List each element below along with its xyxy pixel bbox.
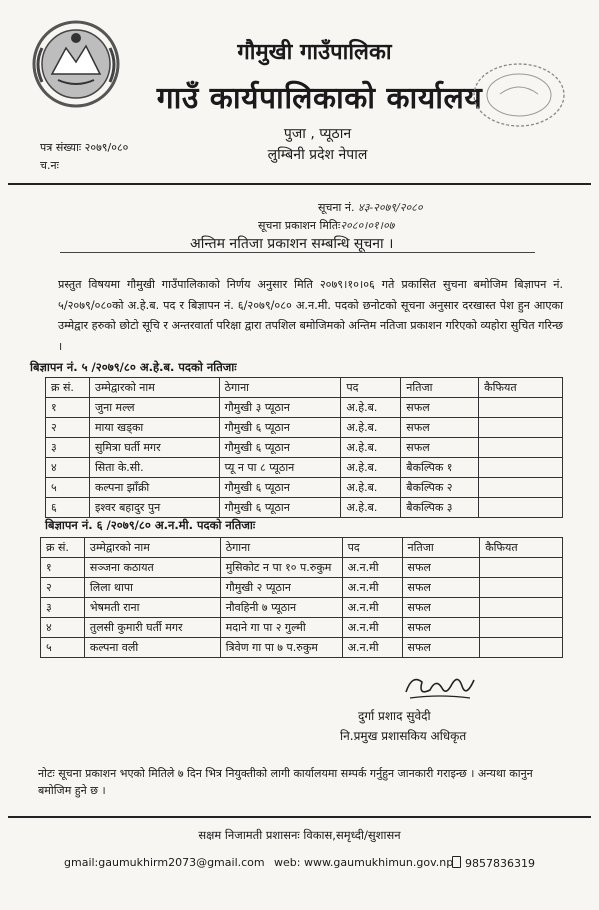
cell: अ.हे.ब. bbox=[341, 398, 401, 418]
notice-date-label: सूचना प्रकाशन मितिः bbox=[258, 219, 341, 232]
notice-date bbox=[258, 218, 394, 233]
cell: भेषमती राना bbox=[84, 598, 220, 618]
col-header: उम्मेद्वारको नाम bbox=[84, 538, 220, 558]
cell bbox=[479, 498, 563, 518]
table-row bbox=[41, 598, 563, 618]
cell: अ.न.मी bbox=[342, 638, 402, 658]
cell: गौमुखी ६ प्यूठान bbox=[219, 478, 341, 498]
col-header: कैफियत bbox=[479, 378, 563, 398]
cell: सफल bbox=[402, 618, 480, 638]
cell: सफल bbox=[402, 638, 480, 658]
cell: अ.हे.ब. bbox=[341, 438, 401, 458]
cell: अ.हे.ब. bbox=[341, 418, 401, 438]
table-1-title: बिज्ञापन नं. ५ /२०७९/८० अ.हे.ब. पदको नतिजाः bbox=[30, 360, 237, 374]
cell: गौमुखी ६ प्यूठान bbox=[219, 418, 341, 438]
cell: ३ bbox=[46, 438, 90, 458]
notice-number-value: ४३-२०७९/२०८० bbox=[357, 201, 423, 214]
col-header: ठेगाना bbox=[220, 538, 342, 558]
address-line-2: लुम्बिनी प्रदेश नेपाल bbox=[267, 147, 368, 163]
cell bbox=[479, 458, 563, 478]
cell: लिला थापा bbox=[84, 578, 220, 598]
cell: अ.न.मी bbox=[342, 578, 402, 598]
col-header: उम्मेद्वारको नाम bbox=[89, 378, 219, 398]
cell: सफल bbox=[401, 418, 479, 438]
cell: सफल bbox=[402, 578, 480, 598]
footer-phone bbox=[452, 856, 535, 870]
cell: सफल bbox=[402, 558, 480, 578]
signature-icon bbox=[400, 668, 480, 704]
cell bbox=[479, 478, 563, 498]
col-header: नतिजा bbox=[402, 538, 480, 558]
table-2-title: बिज्ञापन नं. ६ /२०७९/८० अ.न.मी. पदको नतिजाः bbox=[45, 518, 256, 532]
cell bbox=[480, 578, 563, 598]
cell: २ bbox=[41, 578, 85, 598]
cell: ५ bbox=[41, 638, 85, 658]
cell bbox=[479, 418, 563, 438]
footer-divider bbox=[8, 816, 591, 818]
cell: मदाने गा पा २ गुल्मी bbox=[220, 618, 342, 638]
cell: ६ bbox=[46, 498, 90, 518]
footer-email: gmail:gaumukhirm2073@gmail.com bbox=[64, 856, 265, 869]
cell: १ bbox=[46, 398, 90, 418]
office-title: गाउँ कार्यपालिकाको कार्यालय bbox=[156, 81, 483, 116]
cell: सफल bbox=[401, 398, 479, 418]
results-table-2 bbox=[40, 537, 563, 658]
table-row bbox=[46, 418, 563, 438]
reference-number: पत्र संख्याः २०७९/०८० bbox=[40, 141, 129, 154]
cell: अ.न.मी bbox=[342, 598, 402, 618]
cell: सिता के.सी. bbox=[89, 458, 219, 478]
col-header: कैफियत bbox=[480, 538, 563, 558]
dispatch-number: च.नः bbox=[40, 159, 59, 172]
cell: सञ्जना कठायत bbox=[84, 558, 220, 578]
col-header: पद bbox=[342, 538, 402, 558]
footer-motto: सक्षम निजामती प्रशासनः विकास,समृध्दी/सुशासन bbox=[198, 828, 401, 842]
cell: २ bbox=[46, 418, 90, 438]
table-header-row bbox=[46, 378, 563, 398]
cell: अ.हे.ब. bbox=[341, 458, 401, 478]
notice-date-value: २०८०।०१।०७ bbox=[340, 219, 395, 232]
cell: ५ bbox=[46, 478, 90, 498]
cell: माया खड्का bbox=[89, 418, 219, 438]
cell: ४ bbox=[46, 458, 90, 478]
cell bbox=[480, 638, 563, 658]
notice-number bbox=[318, 200, 423, 215]
cell bbox=[480, 618, 563, 638]
cell: अ.न.मी bbox=[342, 558, 402, 578]
cell: सफल bbox=[402, 598, 480, 618]
cell: मुसिकोट न पा १० प.रुकुम bbox=[220, 558, 342, 578]
table-row bbox=[41, 618, 563, 638]
table-row bbox=[46, 498, 563, 518]
table-header-row bbox=[41, 538, 563, 558]
table-row bbox=[46, 458, 563, 478]
office-name: गौमुखी गाउँपालिका bbox=[237, 40, 392, 65]
header-divider bbox=[8, 183, 591, 185]
cell: गौमुखी २ प्यूठान bbox=[220, 578, 342, 598]
cell: अ.न.मी bbox=[342, 618, 402, 638]
cell bbox=[479, 438, 563, 458]
results-table-1 bbox=[45, 377, 563, 518]
cell: सुमित्रा घर्ती मगर bbox=[89, 438, 219, 458]
cell: गौमुखी ६ प्यूठान bbox=[219, 498, 341, 518]
footer-phone-number: 9857836319 bbox=[465, 857, 535, 870]
table-row bbox=[46, 438, 563, 458]
table-row bbox=[41, 578, 563, 598]
cell: त्रिवेण गा पा ७ प.रुकुम bbox=[220, 638, 342, 658]
notice-body bbox=[30, 275, 563, 378]
cell: इश्वर बहादुर पुन bbox=[89, 498, 219, 518]
table-row bbox=[41, 638, 563, 658]
cell: बैकल्पिक १ bbox=[401, 458, 479, 478]
col-header: पद bbox=[341, 378, 401, 398]
cell: १ bbox=[41, 558, 85, 578]
cell: ३ bbox=[41, 598, 85, 618]
cell: ४ bbox=[41, 618, 85, 638]
subject-underline bbox=[60, 252, 535, 253]
col-header: क्र सं. bbox=[41, 538, 85, 558]
cell: गौमुखी ३ प्यूठान bbox=[219, 398, 341, 418]
notice-number-label: सूचना नं. bbox=[318, 201, 355, 214]
cell: तुलसी कुमारी घर्ती मगर bbox=[84, 618, 220, 638]
cell: कल्पना वली bbox=[84, 638, 220, 658]
notice-subject: अन्तिम नतिजा प्रकाशन सम्बन्धि सूचना । bbox=[190, 236, 394, 252]
phone-icon bbox=[452, 856, 461, 868]
cell bbox=[480, 558, 563, 578]
cell: कल्पना झाँक्री bbox=[89, 478, 219, 498]
col-header: नतिजा bbox=[401, 378, 479, 398]
signatory-name: दुर्गा प्रशाद सुवेदी bbox=[358, 709, 431, 723]
office-stamp-icon bbox=[470, 60, 568, 130]
cell: अ.हे.ब. bbox=[341, 498, 401, 518]
col-header: क्र सं. bbox=[46, 378, 90, 398]
footnote: नोटः सूचना प्रकाशन भएको मितिले ७ दिन भित्र नियुक्तीको लागी कार्यालयमा सम्पर्क गर्नुहुन जानकारी गराइन्छ । अन्यथा कानुन बमोजिम हुने छ । bbox=[38, 767, 533, 797]
cell: नौवहिनी ७ प्यूठान bbox=[220, 598, 342, 618]
table-row bbox=[46, 398, 563, 418]
notice-body-text: प्रस्तुत विषयमा गौमुखी गाउँपालिकाको निर्णय अनुसार मिति २०७९।१०।०६ गते प्रकासित सुचना बमोजिम बिज्ञापन नं. ५/२०७९/०८०को अ.हे.ब. पद र बिज्ञापन नं. ६/२०७९/०८० अ.न.मी. पदको छनोटको सूचना अनुसार दरखास्त पेश हुन आएका उम्मेद्वार हरुको छोटो सूचि र अन्तरवार्ता परिक्षा द्वारा तपशिल बमोजिमको अन्तिम नतिजा प्रकाशन गरिएको व्यहोरा सुचित गरिन्छ । bbox=[58, 278, 563, 353]
cell: अ.हे.ब. bbox=[341, 478, 401, 498]
table-row bbox=[46, 478, 563, 498]
table-row bbox=[41, 558, 563, 578]
cell bbox=[480, 598, 563, 618]
col-header: ठेगाना bbox=[219, 378, 341, 398]
cell: जुना मल्ल bbox=[89, 398, 219, 418]
cell bbox=[479, 398, 563, 418]
signatory-role: नि.प्रमुख प्रशासकिय अधिकृत bbox=[340, 729, 467, 743]
footer-website: web: www.gaumukhimun.gov.np bbox=[274, 856, 454, 869]
cell: गौमुखी ६ प्यूठान bbox=[219, 438, 341, 458]
cell: बैकल्पिक २ bbox=[401, 478, 479, 498]
cell: सफल bbox=[401, 438, 479, 458]
address-line-1: पुजा , प्यूठान bbox=[283, 126, 352, 142]
cell: प्यू न पा ८ प्यूठान bbox=[219, 458, 341, 478]
cell: बैकल्पिक ३ bbox=[401, 498, 479, 518]
